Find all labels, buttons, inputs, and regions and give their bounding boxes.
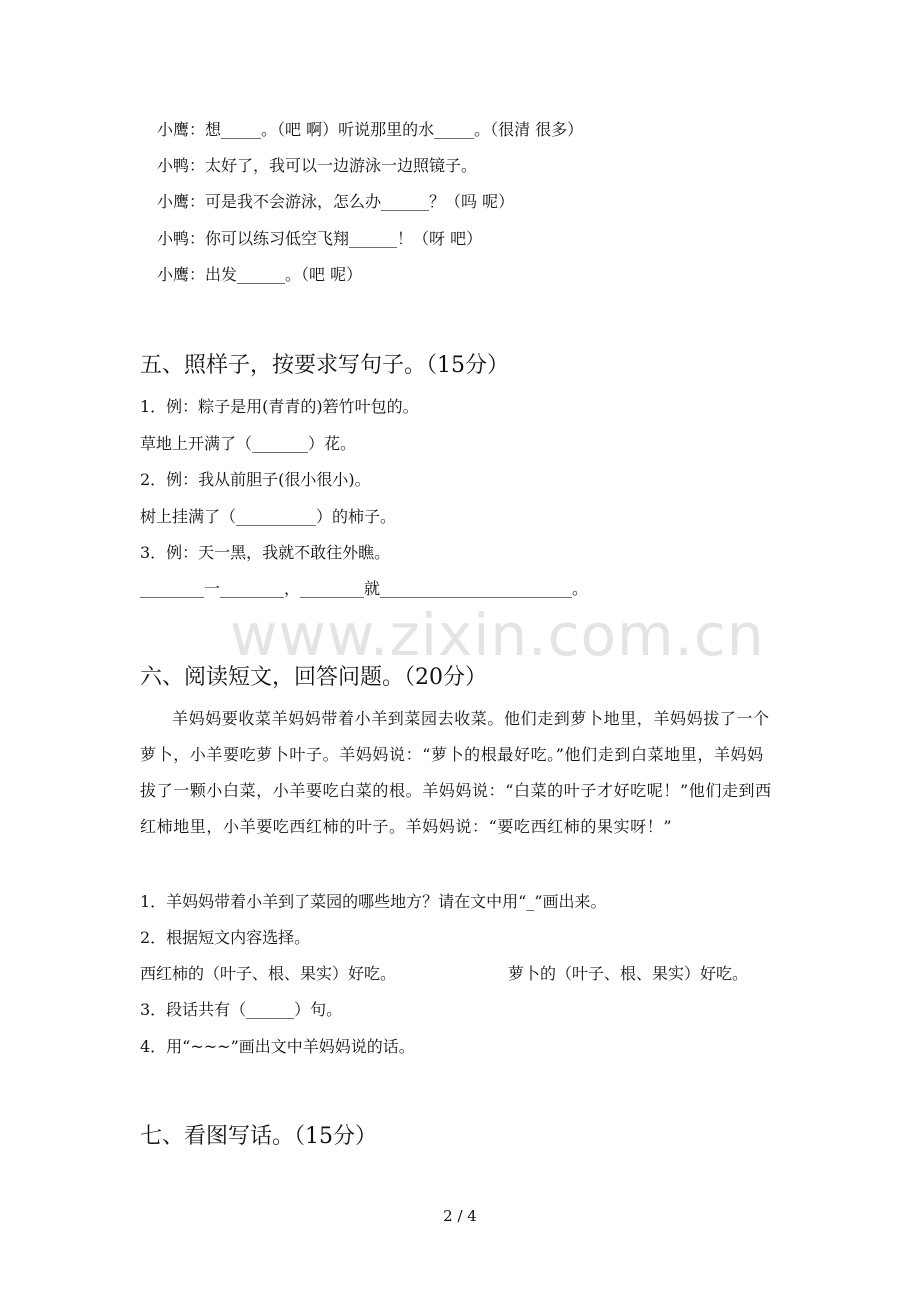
question-4: 4．用“~~~”画出文中羊妈妈说的话。 <box>140 1037 415 1056</box>
section-6-heading: 六、阅读短文，回答问题。（20分） <box>140 665 487 690</box>
section-7-heading: 七、看图写话。（15分） <box>140 1124 377 1149</box>
dialog-line-5: 小鹰：出发______。（吧 呢） <box>157 265 363 284</box>
question-2-choice-tomato: 西红柿的（叶子、根、果实）好吃。 <box>140 964 397 983</box>
question-2-choices <box>140 964 748 984</box>
section-5-example-1: 1．例：粽子是用(青青的)箬竹叶包的。 <box>140 397 419 416</box>
dialog-line-4: 小鸭：你可以练习低空飞翔______！（呀 吧） <box>157 229 483 248</box>
dialog-line-2: 小鸭：太好了，我可以一边游泳一边照镜子。 <box>157 156 478 175</box>
section-5-exercise-2: 树上挂满了（__________）的柿子。 <box>140 507 397 526</box>
section-5-exercise-1: 草地上开满了（_______）花。 <box>140 434 357 453</box>
question-3: 3．段话共有（______）句。 <box>140 1000 343 1019</box>
section-5-example-3: 3．例：天一黑，我就不敢往外瞧。 <box>140 543 391 562</box>
dialog-line-3: 小鹰：可是我不会游泳，怎么办______？（吗 呢） <box>157 192 515 211</box>
question-1: 1．羊妈妈带着小羊到了菜园的哪些地方？请在文中用“_”画出来。 <box>140 892 607 911</box>
page-number: 2 / 4 <box>443 1207 477 1225</box>
question-2: 2．根据短文内容选择。 <box>140 928 311 947</box>
watermark: www.zixin.com.cn <box>230 601 765 669</box>
section-5-heading: 五、照样子，按要求写句子。（15分） <box>140 353 509 378</box>
section-5-example-2: 2．例：我从前胆子(很小很小)。 <box>140 470 371 489</box>
section-5-exercise-3: ________一________，________就________________________。 <box>140 579 589 598</box>
reading-passage: 羊妈妈要收菜羊妈妈带着小羊到菜园去收菜。他们走到萝卜地里，羊妈妈拔了一个萝卜，小羊要吃萝卜叶子。羊妈妈说：“萝卜的根最好吃。”他们走到白菜地里，羊妈妈拔了一颗小白菜，小羊要吃白菜的根。羊妈妈说：“白菜的叶子才好吃呢！”他们走到西红柿地里，小羊要吃西红柿的叶子。羊妈妈说：“要吃西红柿的果实呀！” <box>140 709 772 836</box>
dialog-line-1: 小鹰：想_____。（吧 啊）听说那里的水_____。（很清 很多） <box>157 120 584 139</box>
question-2-choice-radish: 萝卜的（叶子、根、果实）好吃。 <box>508 964 749 983</box>
